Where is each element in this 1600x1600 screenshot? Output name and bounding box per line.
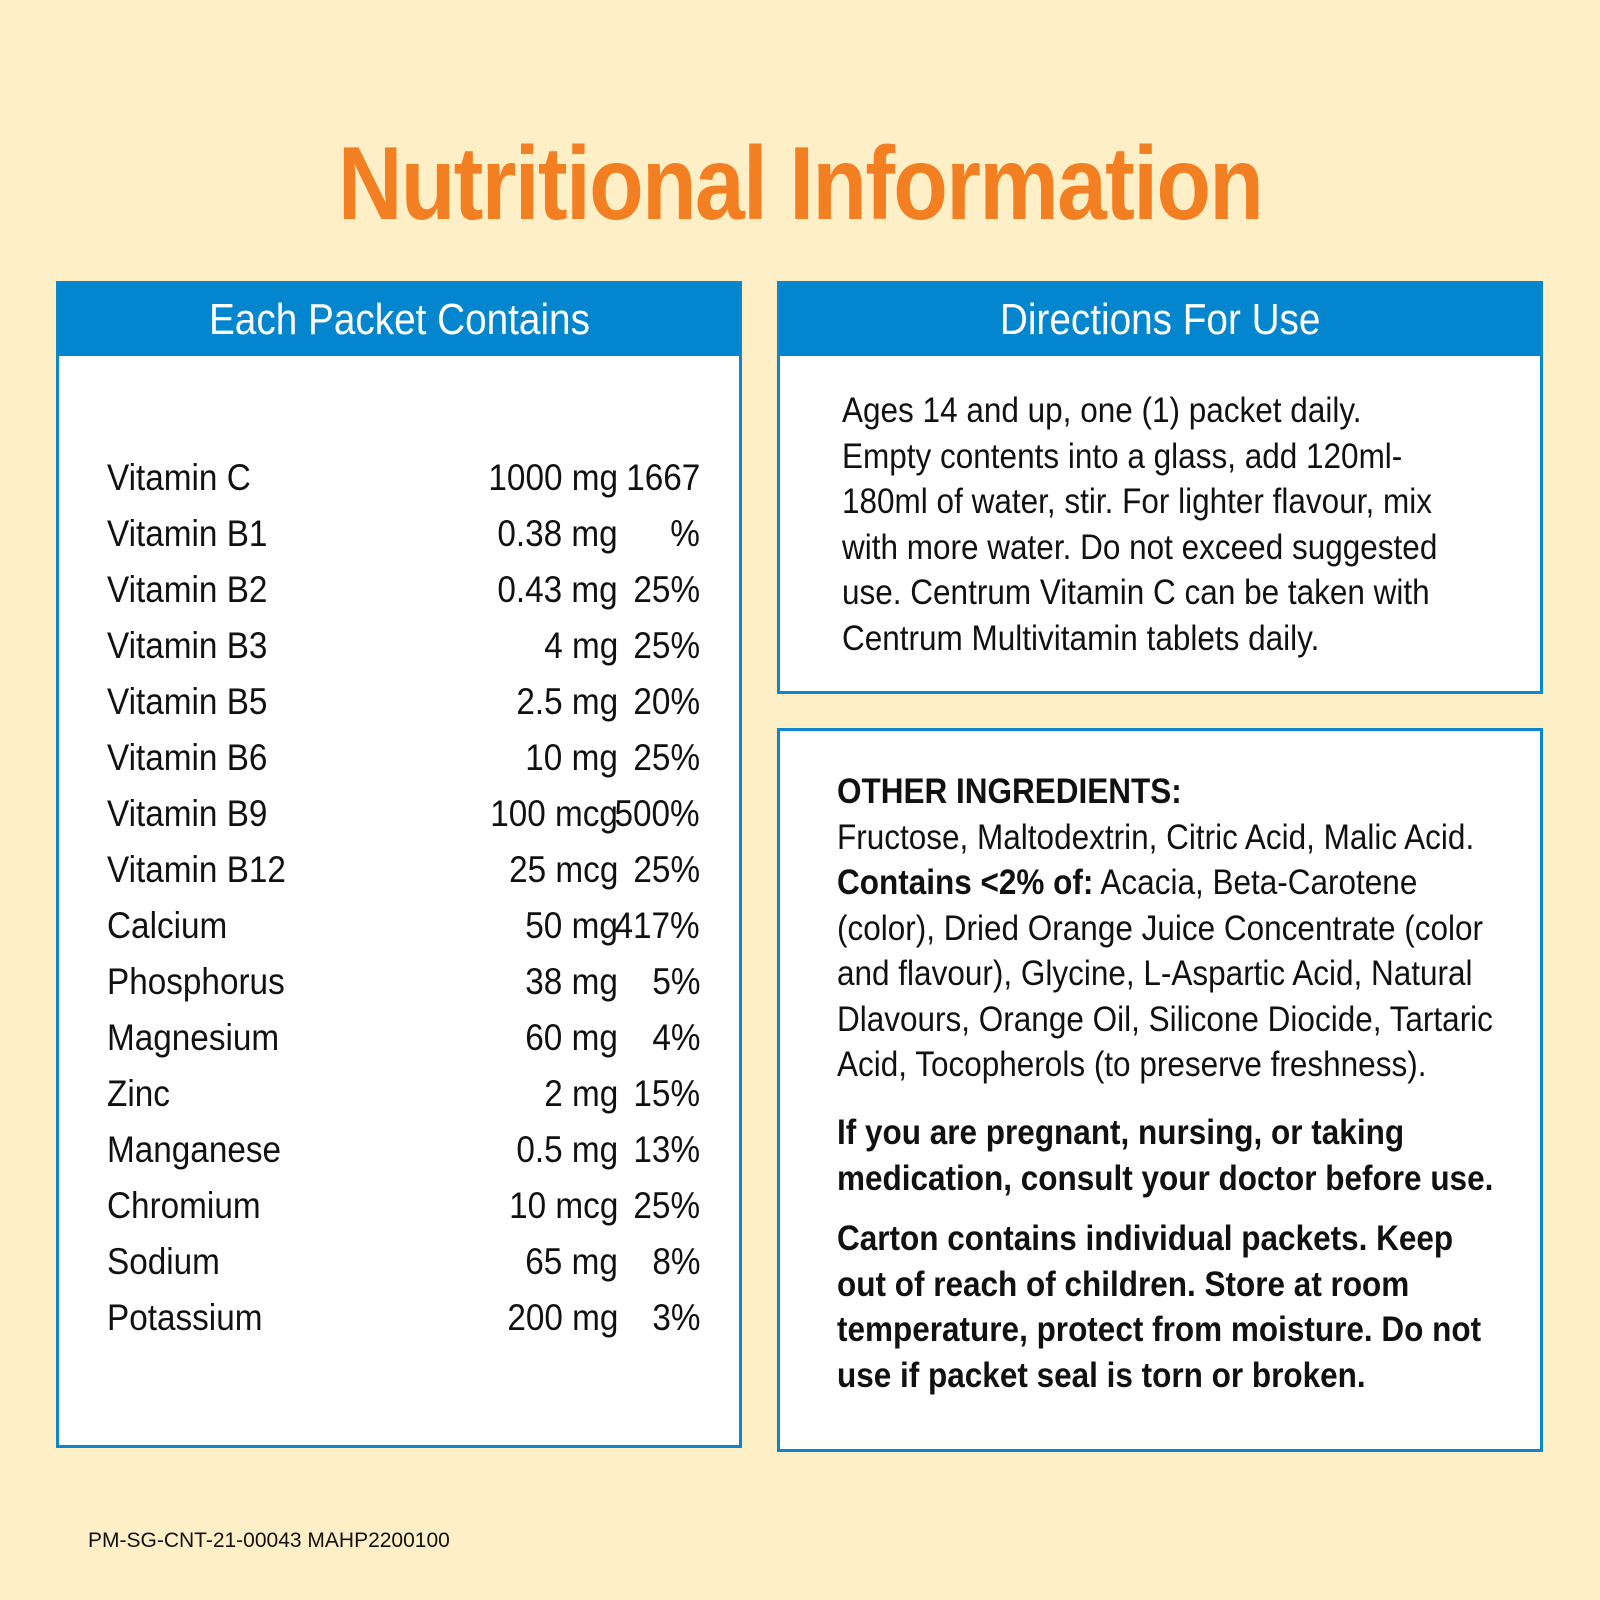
storage-warning: Carton contains individual packets. Keep out of reach of children. Store at room temperature, protect from moisture. Do not use if packet seal is torn or broken. <box>837 1219 1482 1395</box>
ingredients-block <box>837 769 1494 1088</box>
nutrient-row <box>103 562 703 618</box>
nutrient-amount: 50 mg <box>525 905 618 946</box>
other-ingredients-heading: OTHER INGREDIENTS: <box>837 772 1182 811</box>
nutrient-row <box>103 1066 703 1122</box>
directions-panel <box>777 281 1543 694</box>
nutrient-name: Magnesium <box>107 1017 280 1058</box>
nutrient-amount: 4 mg <box>543 625 618 666</box>
nutrient-name: Vitamin C <box>107 457 251 498</box>
nutrient-amount: 2 mg <box>543 1073 618 1114</box>
nutrient-amount: 1000 mg <box>488 457 618 498</box>
nutrient-row <box>103 898 703 954</box>
nutrient-percent: 25% <box>633 1185 700 1226</box>
nutrient-row <box>103 674 703 730</box>
nutrient-name: Manganese <box>107 1129 282 1170</box>
nutrient-amount: 10 mg <box>525 737 618 778</box>
nutrient-row <box>103 1234 703 1290</box>
nutrient-name: Phosphorus <box>107 961 285 1002</box>
directions-text: Ages 14 and up, one (1) packet daily. Empty contents into a glass, add 120ml-180ml of water, stir. For lighter flavour, mix with more water. Do not exceed suggested use. Centrum Vitamin C can be taken with Centrum Multivitamin tablets daily. <box>842 391 1438 658</box>
nutrient-row <box>103 730 703 786</box>
nutrient-percent: % <box>670 513 700 554</box>
nutrient-row <box>103 506 703 562</box>
nutrient-amount: 0.38 mg <box>497 513 618 554</box>
nutrient-name: Potassium <box>107 1297 263 1338</box>
nutrient-row <box>103 618 703 674</box>
nutrient-amount: 10 mcg <box>508 1185 618 1226</box>
nutrient-amount: 2.5 mg <box>516 681 618 722</box>
directions-panel-heading: Directions For Use <box>780 284 1540 356</box>
nutrient-row <box>103 450 703 506</box>
nutrient-name: Sodium <box>107 1241 220 1282</box>
nutrient-row <box>103 786 703 842</box>
pregnancy-warning: If you are pregnant, nursing, or taking medication, consult your doctor before use. <box>837 1113 1494 1198</box>
nutrient-row <box>103 1122 703 1178</box>
contains-text: Acacia, Beta-Carotene (color), Dried Orange Juice Concentrate (color and flavour), Glycine, L-Aspartic Acid, Natural Dlavours, Orange Oil, Silicone Diocide, Tartaric Acid, Tocopherols (to preserve freshness). <box>837 863 1493 1084</box>
nutrient-name: Vitamin B6 <box>107 737 268 778</box>
nutrient-row <box>103 842 703 898</box>
nutrients-panel-heading: Each Packet Contains <box>59 284 739 356</box>
nutrient-amount: 0.43 mg <box>497 569 618 610</box>
nutrient-percent: 25% <box>633 737 700 778</box>
nutrient-percent: 500% <box>614 793 700 834</box>
nutrient-percent: 1667 <box>625 457 700 498</box>
nutrient-amount: 25 mcg <box>508 849 618 890</box>
nutrient-list <box>103 450 703 1346</box>
nutrient-percent: 8% <box>651 1241 700 1282</box>
page-title: Nutritional Information <box>337 126 1263 242</box>
nutrient-amount: 60 mg <box>525 1017 618 1058</box>
contains-label: Contains <2% of: <box>837 863 1094 902</box>
nutrient-percent: 5% <box>651 961 700 1002</box>
nutrient-percent: 417% <box>614 905 700 946</box>
nutrient-amount: 200 mg <box>506 1297 618 1338</box>
nutrient-name: Vitamin B12 <box>107 849 286 890</box>
ingredients-panel <box>777 728 1543 1452</box>
nutrient-percent: 25% <box>633 625 700 666</box>
nutrient-percent: 4% <box>651 1017 700 1058</box>
nutrient-name: Zinc <box>107 1073 170 1114</box>
footer-code: PM-SG-CNT-21-00043 MAHP2200100 <box>88 1529 450 1552</box>
nutrient-percent: 3% <box>651 1297 700 1338</box>
nutrient-row <box>103 1178 703 1234</box>
nutrient-percent: 25% <box>633 569 700 610</box>
nutrient-name: Vitamin B3 <box>107 625 268 666</box>
nutrient-name: Vitamin B2 <box>107 569 268 610</box>
nutrient-row <box>103 954 703 1010</box>
nutrient-percent: 25% <box>633 849 700 890</box>
nutrient-row <box>103 1290 703 1346</box>
nutrient-name: Chromium <box>107 1185 261 1226</box>
nutrient-percent: 15% <box>633 1073 700 1114</box>
nutrient-amount: 0.5 mg <box>516 1129 618 1170</box>
nutrient-percent: 20% <box>633 681 700 722</box>
nutrient-row <box>103 1010 703 1066</box>
nutrient-name: Vitamin B5 <box>107 681 268 722</box>
nutrient-amount: 100 mcg <box>490 793 618 834</box>
nutrient-amount: 38 mg <box>525 961 618 1002</box>
nutrient-amount: 65 mg <box>525 1241 618 1282</box>
other-ingredients-text: Fructose, Maltodextrin, Citric Acid, Malic Acid. <box>837 817 1475 857</box>
nutrient-name: Vitamin B9 <box>107 793 268 834</box>
nutrients-panel <box>56 281 742 1448</box>
nutrient-name: Vitamin B1 <box>107 513 268 554</box>
nutrient-name: Calcium <box>107 905 228 946</box>
nutrient-percent: 13% <box>633 1129 700 1170</box>
